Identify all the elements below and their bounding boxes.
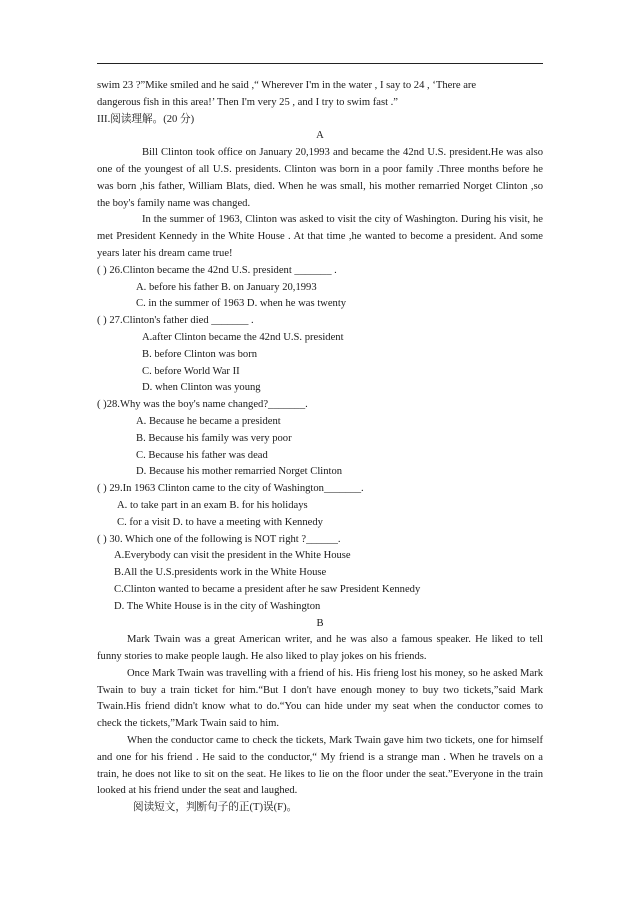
question-30-stem: ( ) 30. Which one of the following is NOT right ?______.: [97, 533, 341, 545]
question-30-option-b: B.All the U.S.presidents work in the White House: [114, 567, 327, 579]
question-29-options-line-1: A. to take part in an exam B. for his holidays: [117, 499, 308, 511]
intro-line-1: swim 23 ?”Mike smiled and he said ,“ Wherever I'm in the water , I say to 24 , ‘There are: [97, 80, 477, 91]
question-27-option-b: B. before Clinton was born: [142, 348, 258, 360]
question-26-options-line-1: A. before his father B. on January 20,1993: [136, 281, 317, 293]
question-30-option-d: D. The White House is in the city of Washington: [114, 600, 321, 612]
question-27-option-a: A.after Clinton became the 42nd U.S. president: [142, 331, 344, 343]
question-26-options-line-2: C. in the summer of 1963 D. when he was twenty: [136, 298, 347, 310]
passage-a-paragraph-2: In the summer of 1963, Clinton was asked to visit the city of Washington. During his visit, he met President Kennedy in the White House . At that time ,he wanted to become a president. And some years later his dream came true!: [97, 214, 543, 259]
document-page: [97, 78, 543, 817]
passage-a-label: A: [316, 130, 324, 142]
question-28-option-c: C. Because his father was dead: [136, 449, 268, 461]
question-27-stem: ( ) 27.Clinton's father died _______ .: [97, 315, 254, 327]
passage-b-paragraph-2: Once Mark Twain was travelling with a friend of his. His frieng lost his money, so he asked Mark Twain to buy a train ticket for him.“But I don't have enough money to buy two tickets,”said Mark Twain.His friend didn't know what to do.“You can hide under my seat when the conductor comes to check the tickets,”Mark Twain said to him.: [97, 667, 543, 730]
question-29-options-line-2: C. for a visit D. to have a meeting with Kennedy: [117, 516, 323, 528]
question-27-option-c: C. before World War II: [142, 365, 240, 377]
question-28-option-b: B. Because his family was very poor: [136, 432, 292, 444]
intro-line-2: dangerous fish in this area!’ Then I'm very 25 , and I try to swim fast .”: [97, 96, 399, 108]
question-29-stem: ( ) 29.In 1963 Clinton came to the city of Washington_______.: [97, 483, 364, 495]
true-false-instruction: 阅读短文，判断句子的正(T)误(F)。: [133, 802, 298, 814]
passage-b-paragraph-3: When the conductor came to check the tickets, Mark Twain gave him two tickets, one for himself and one for his friend . He said to the conductor,“ My friend is a strange man . When he travels on a train, he does not like to sit on the seat. He likes to lie on the floor under the seat.”Everyone in the train looked at his friend under the seat and laughed.: [97, 735, 543, 797]
header-rule: [97, 63, 543, 64]
question-28-option-d: D. Because his mother remarried Norget Clinton: [136, 466, 343, 478]
question-27-option-d: D. when Clinton was young: [142, 382, 261, 394]
passage-a-paragraph-1: Bill Clinton took office on January 20,1993 and became the 42nd U.S. president.He was also one of the youngest of all U.S. presidents. Clinton was born in a poor family .Three months before he was born ,his father, William Blats, died. When he was small, his mother remarried Norget Clinton ,so the boy's family name was changed.: [97, 147, 543, 209]
question-26-stem: ( ) 26.Clinton became the 42nd U.S. president _______ .: [97, 264, 337, 276]
section-heading: III.阅读理解。(20 分): [97, 113, 195, 125]
question-28-stem: ( )28.Why was the boy's name changed?_______.: [97, 399, 308, 411]
question-30-option-a: A.Everybody can visit the president in the White House: [114, 550, 351, 562]
passage-b-paragraph-1: Mark Twain was a great American writer, and he was also a famous speaker. He liked to tell funny stories to make people laugh. He also liked to play jokes on his friends.: [97, 634, 543, 663]
question-28-option-a: A. Because he became a president: [136, 415, 281, 427]
question-30-option-c: C.Clinton wanted to became a president after he saw President Kennedy: [114, 583, 421, 595]
passage-b-label: B: [316, 617, 324, 629]
